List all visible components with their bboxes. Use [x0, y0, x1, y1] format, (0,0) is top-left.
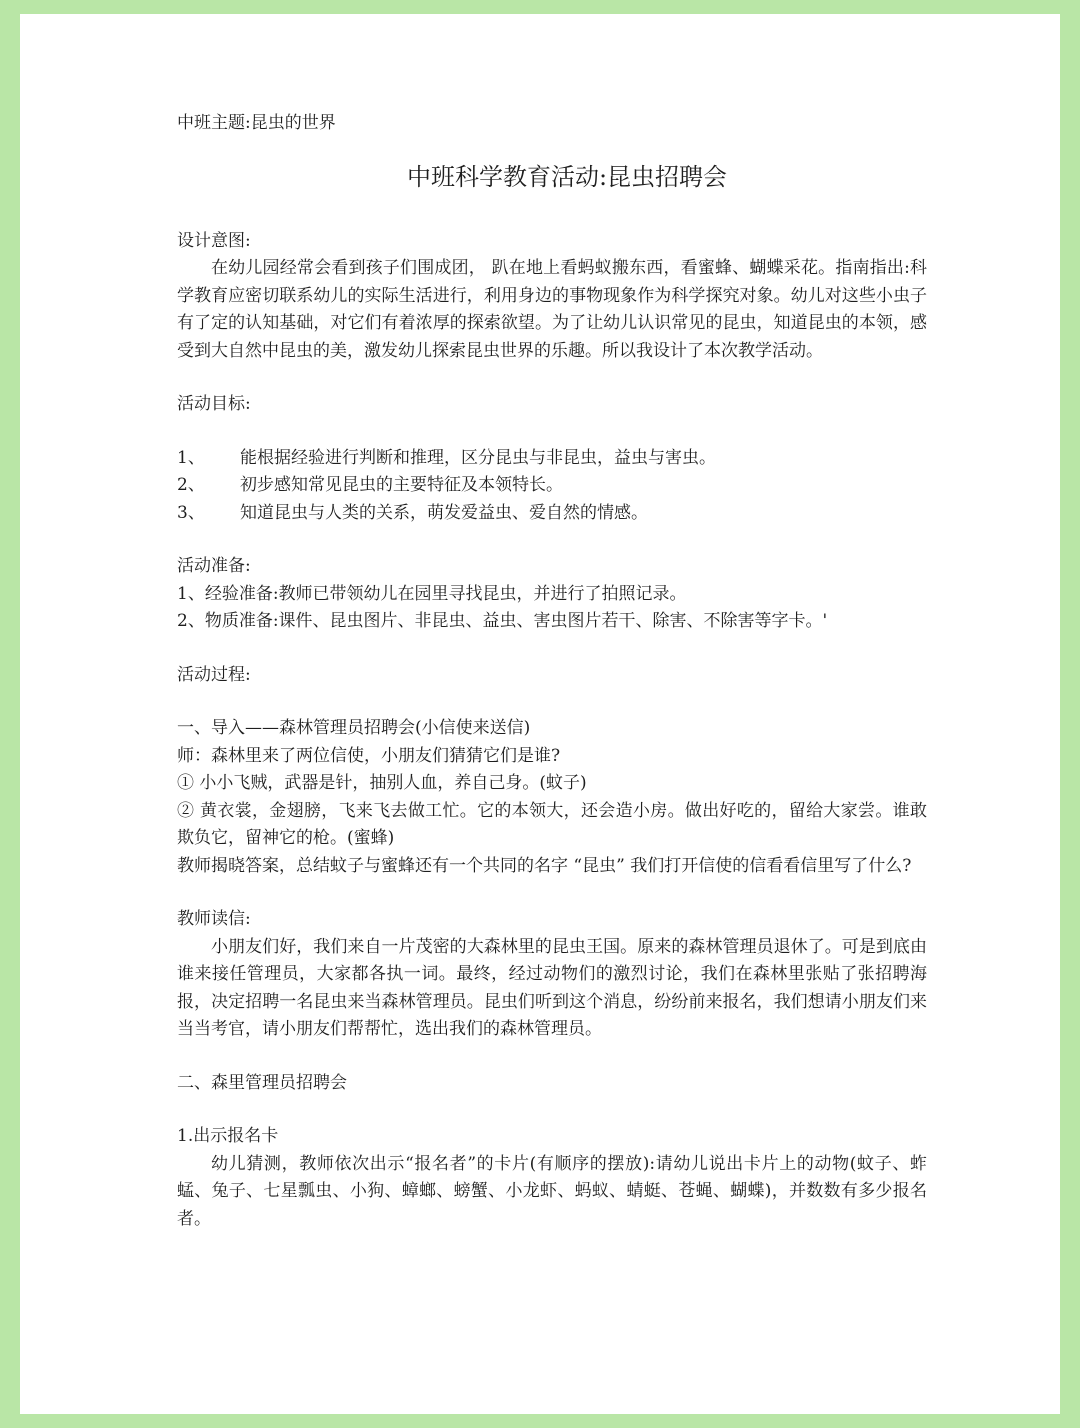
design-heading: 设计意图: — [177, 230, 251, 251]
list-item-text: 能根据经验进行判断和推理，区分昆虫与非昆虫，益虫与害虫。 — [240, 447, 716, 468]
answer-summary: 教师揭晓答案，总结蚊子与蜜蜂还有一个共同的名字 “昆虫” 我们打开信使的信看看信里写了什么? — [177, 855, 912, 876]
document-title: 中班科学教育活动:昆虫招聘会 — [406, 162, 728, 191]
design-paragraph: 在幼儿园经常会看到孩子们围成团， 趴在地上看蚂蚁搬东西，看蜜蜂、蝴蝶采花。指南指出:科学教育应密切联系幼儿的实际生活进行，利用身边的事物现象作为科学探究对象。幼儿对这些小虫子有了定的认知基础，对它们有着浓厚的探索欲望。为了让幼儿认识常见的昆虫，知道昆虫的本领，感受到大自然中昆虫的美，激发幼儿探索昆虫世界的乐趣。所以我设计了本次教学活动。 — [177, 258, 927, 361]
section-two-paragraph: 幼儿猜测，教师依次出示“报名者”的卡片(有顺序的摆放):请幼儿说出卡片上的动物(蚊子、蚱蜢、兔子、七星瓢虫、小狗、蟑螂、螃蟹、小龙虾、蚂蚁、蜻蜓、苍蝇、蝴蝶)，并数数有多少报名者。 — [177, 1153, 927, 1229]
list-item — [177, 445, 927, 473]
section-one-heading: 一、导入——森林管理员招聘会(小信使来送信) — [177, 718, 531, 738]
prep-item: 2、物质准备:课件、昆虫图片、非昆虫、益虫、害虫图片若干、除害、不除害等字卡。' — [177, 611, 828, 631]
section-two-heading: 二、森里管理员招聘会 — [177, 1072, 347, 1093]
document-page — [20, 14, 1060, 1414]
prep-heading: 活动准备: — [177, 556, 251, 576]
list-item — [177, 472, 927, 500]
riddle-intro: 师：森林里来了两位信使，小朋友们猜猜它们是谁? — [177, 745, 561, 766]
riddle-two: ② 黄衣裳，金翅膀，飞来飞去做工忙。它的本领大，还会造小房。做出好吃的，留给大家尝。谁敢欺负它，留神它的枪。(蜜蜂) — [177, 800, 927, 848]
letter-heading: 教师读信: — [177, 909, 251, 929]
list-item-number: 1、 — [177, 447, 205, 468]
process-heading: 活动过程: — [177, 664, 251, 685]
list-item — [177, 500, 927, 528]
prep-item: 1、经验准备:教师已带领幼儿在园里寻找昆虫，并进行了拍照记录。 — [177, 583, 687, 604]
goals-heading: 活动目标: — [177, 394, 251, 414]
list-item-text: 初步感知常见昆虫的主要特征及本领特长。 — [240, 475, 563, 495]
document-content — [177, 110, 927, 1233]
letter-paragraph: 小朋友们好，我们来自一片茂密的大森林里的昆虫王国。原来的森林管理员退休了。可是到底由谁来接任管理员，大家都各执一词。最终，经过动物们的激烈讨论，我们在森林里张贴了张招聘海报，决定招聘一名昆虫来当森林管理员。昆虫们听到这个消息，纷纷前来报名，我们想请小朋友们来当当考官，请小朋友们帮帮忙，选出我们的森林管理员。 — [177, 936, 927, 1039]
list-item-number: 3、 — [177, 502, 205, 523]
list-item-number: 2、 — [177, 475, 205, 495]
riddle-one: ① 小小飞贼，武器是针，抽别人血，养自己身。(蚊子) — [177, 773, 587, 793]
section-two-subheading: 1.出示报名卡 — [177, 1126, 279, 1146]
list-item-text: 知道昆虫与人类的关系，萌发爱益虫、爱自然的情感。 — [240, 502, 648, 523]
goals-list — [177, 445, 927, 528]
topic-line: 中班主题:昆虫的世界 — [177, 113, 336, 133]
